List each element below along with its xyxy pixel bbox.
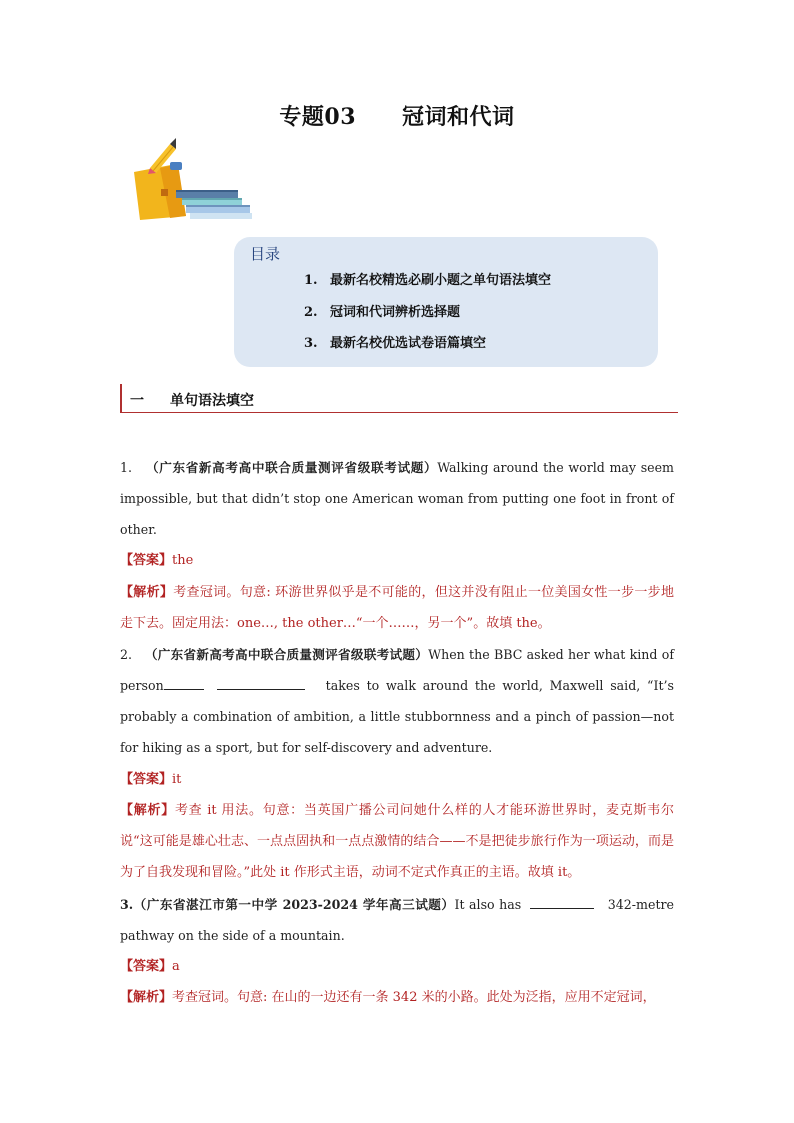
answer-2 [120,764,674,795]
toc-title: 目录 [250,245,281,263]
question-text: Walking around the world may seem impossible, but that didn’t stop one American woman from putting one foot in front of other. [120,460,674,537]
toc-item [304,332,486,351]
analysis-1 [120,577,674,639]
question-number: 2. [120,647,133,662]
books-icon [176,190,252,219]
toc-item-label: 冠词和代词辨析选择题 [330,305,461,320]
question-text-continued: takes to walk around the world, Maxwell said, “It’s probably a combination of ambition, a little stubbornness and a pinch of passion—not for hiking as a sport, but for self-discovery and adventure. [120,678,674,755]
page-title [0,100,794,131]
question-source: （广东省新高考高中联合质量测评省级联考试题） [145,460,438,475]
answer-1 [120,545,674,576]
topic-name: 冠词和代词 [402,104,515,130]
analysis-text: 考查 it 用法。句意：当英国广播公司问她什么样的人才能环游世界时，麦克斯韦尔说“这可能是雄心壮志、一点点固执和一点点激情的结合——不是把徒步旅行作为一项运动，而是为了自我发现和冒险。”此处 it 作形式主语，动词不定式作真正的主语。故填 it。 [120,803,674,880]
toc-item [304,301,460,320]
answer-label: 【答案】 [120,553,173,568]
toc-item-number: 1. [304,273,318,288]
question-1 [120,452,674,545]
question-text: When the BBC asked her what kind of person [120,647,674,693]
answer-blank [530,894,594,909]
answer-label: 【答案】 [120,959,173,974]
question-source: （广东省湛江市第一中学 2023-2024 学年高三试题） [133,897,455,912]
section-heading [120,384,678,413]
section-title: 单句语法填空 [170,393,254,409]
analysis-label: 【解析】 [120,990,173,1005]
analysis-label: 【解析】 [120,585,174,600]
answer-label: 【答案】 [120,772,173,787]
analysis-text: 考查冠词。句意: 在山的一边还有一条 342 米的小路。此处为泛指，应用不定冠词， [172,990,656,1005]
pencil-and-books-icon [130,138,254,222]
analysis-label: 【解析】 [120,803,175,818]
analysis-3 [120,982,674,1013]
question-2 [120,639,674,763]
analysis-2 [120,795,674,888]
topic-number: 专题03 [279,104,357,130]
toc-item-label: 最新名校精选必刷小题之单句语法填空 [330,273,552,288]
eraser-icon [170,162,182,170]
answer-value: a [172,959,180,974]
answer-blank [164,675,204,690]
toc-item-label: 最新名校优选试卷语篇填空 [330,336,487,351]
answer-value: it [172,772,182,787]
answer-3 [120,951,674,982]
answer-value: the [172,553,194,568]
analysis-text: 考查冠词。句意: 环游世界似乎是不可能的，但这并没有阻止一位美国女性一步一步地走下去。固定用法：one…, the other…“一个……，另一个”。故填 the。 [120,585,674,631]
question-text-continued: 342-metre pathway on the side of a mountain. [120,897,674,943]
table-of-contents [234,237,658,367]
question-text: It also has [454,897,522,912]
question-source: （广东省新高考高中联合质量测评省级联考试题） [144,647,429,662]
question-3 [120,889,674,951]
question-number: 3. [120,897,134,912]
toc-item-number: 3. [304,336,318,351]
answer-blank [217,675,305,690]
section-number: 一 [130,393,144,409]
question-number: 1. [120,460,133,475]
toc-item [304,269,551,288]
toc-item-number: 2. [304,305,318,320]
